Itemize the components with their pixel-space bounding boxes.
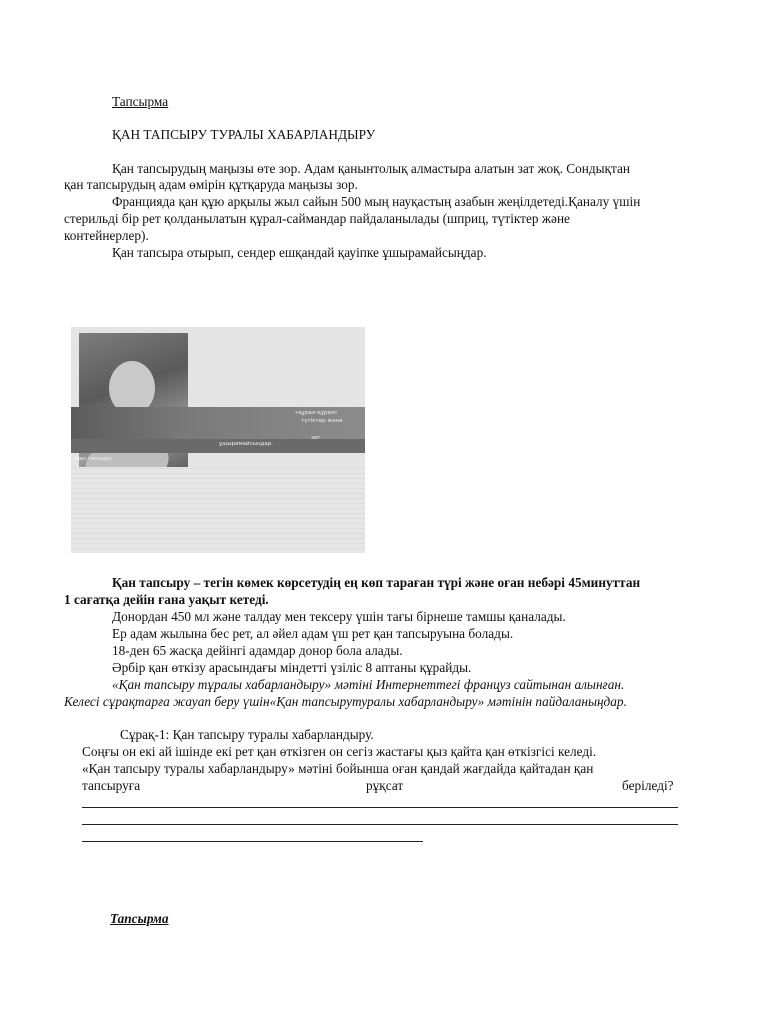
intro-p2-line2: стерильді бір рет қолданылатын құрал-саймандар пайдаланылады (шприц, түтіктер және [64,211,570,226]
question-line2: «Қан тапсыру туралы хабарландыру» мәтіні бойынша оған қандай жағдайда қайтадан қан [82,761,594,776]
intro-p1-line2: қан тапсырудың адам өмірін құтқаруда маңызы зор. [64,177,358,192]
photo-text-right1: «құрал-құрал» [295,410,338,416]
question-line3-b: рұқсат [366,778,404,793]
answer-line-3[interactable] [82,841,423,842]
question-line1: Соңғы он екі ай ішінде екі рет қан өткізген он сегіз жастағы қыз қайта қан өткізгісі келеді. [82,744,597,759]
source-note-line2: Келесі сұрақтарға жауап беру үшін«Қан тапсырутуралы хабарландыру» мәтінін пайдаланыңдар. [64,694,627,709]
document-title: ҚАН ТАПСЫРУ ТУРАЛЫ ХАБАРЛАНДЫРУ [112,127,376,142]
photo-text-right2: түтіктер және [301,418,343,424]
intro-p2-line1: Францияда қан құю арқылы жыл сайын 500 мың науқастың азабын жеңілдетеді.Қаналу үшін [112,194,641,209]
fact-3: 18-ден 65 жасқа дейінгі адамдар донор бола алады. [112,643,403,658]
fact-1: Донордан 450 мл және талдау мен тексеру үшін тағы бірнеше тамшы қаналады. [112,609,566,624]
answer-line-2[interactable] [82,824,678,825]
facts-bold-line2: 1 сағатқа дейін ғана уақыт кетеді. [64,592,269,607]
photo-text-lines [71,467,365,553]
facts-bold-line1: Қан тапсыру – тегін көмек көрсетудің ең көп тараған түрі және оған небәрі 45минуттан [112,575,641,590]
task-heading: Тапсырма [112,94,169,109]
source-note-line1: «Қан тапсыру тұралы хабарландыру» мәтіні Интернеттегі француз сайтынан алынған. [112,677,625,692]
intro-p2-line3: контейнерлер). [64,228,149,243]
answer-line-1[interactable] [82,807,678,808]
photo-text-right3: зат [311,435,321,441]
photo-text-left: Қан тапсыру - [75,456,116,462]
task-heading-2: Тапсырма [110,911,169,926]
photo-strip [71,439,365,453]
question-line3-a: тапсыруға [82,778,141,793]
photo-text-mid: ұшырамайсыңдар. [219,441,273,447]
question-line3-c: беріледі? [622,778,674,793]
intro-p1-line1: Қан тапсырудың маңызы өте зор. Адам қанынтолық алмастыра алатын зат жоқ. Сондықтан [112,161,631,176]
intro-p3: Қан тапсыра отырып, сендер ешқандай қауіпке ұшырамайсыңдар. [112,245,487,260]
fact-4: Әрбір қан өткізу арасындағы міндетті үзіліс 8 аптаны құрайды. [112,660,472,675]
donation-photo [71,327,365,553]
question-label: Сұрақ-1: Қан тапсыру туралы хабарландыру. [120,727,374,742]
fact-2: Ер адам жылына бес рет, ал әйел адам үш рет қан тапсыруына болады. [112,626,514,641]
